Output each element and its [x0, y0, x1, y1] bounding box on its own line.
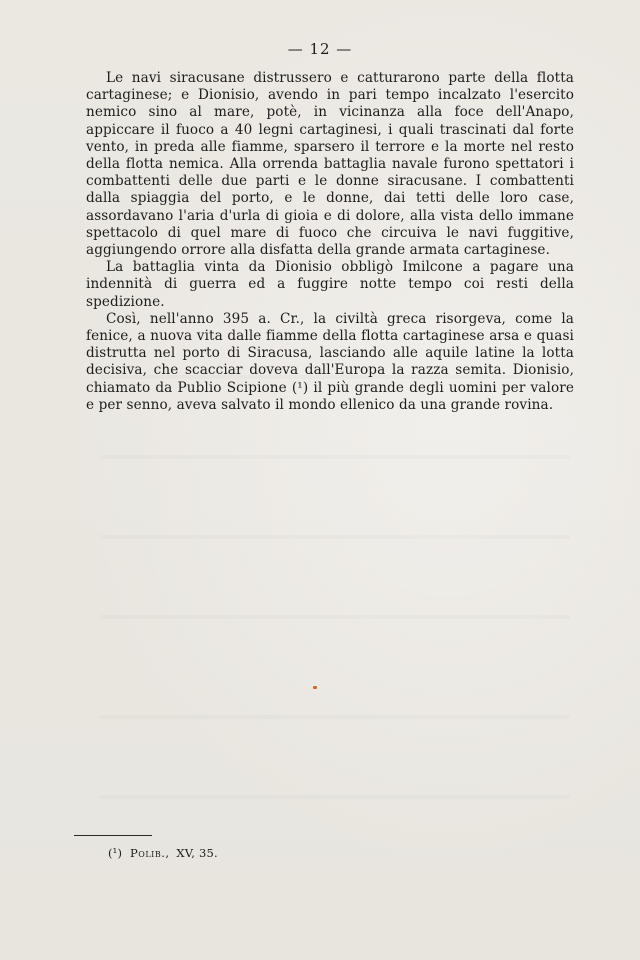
- footnote-reference: XV, 35.: [176, 846, 218, 860]
- page-number: — 12 —: [287, 40, 353, 58]
- footnote-rule: [74, 835, 152, 836]
- show-through-line: [100, 615, 570, 619]
- paragraph: La battaglia vinta da Dionisio obbligò Imilcone a pagare una indennità di guerra ed a fuggire notte tempo coi resti della spedizione.: [86, 259, 574, 310]
- show-through-line: [100, 535, 570, 539]
- ink-speck: [313, 686, 317, 689]
- paragraph: Così, nell'anno 395 a. Cr., la civiltà greca risorgeva, come la fenice, a nuova vita dalle fiamme della flotta cartaginese arsa e quasi distrutta nel porto di Siracusa, lasciando alle aquile latine la lotta decisiva, che scacciar doveva dall'Europa la razza semita. Dionisio, chiamato da Publio Scipione (¹) il più grande degli uomini per valore e per senno, aveva salvato il mondo ellenico da una grande rovina.: [86, 310, 574, 413]
- footnote-author: Polib.,: [130, 846, 170, 860]
- show-through-line: [100, 715, 570, 719]
- show-through-line: [100, 795, 570, 799]
- show-through-line: [100, 455, 570, 459]
- paragraph: Le navi siracusane distrussero e catturarono parte della flotta cartaginese; e Dionisio, avendo in pari tempo incalzato l'esercito nemico sino al mare, potè, in vicinanza alla foce dell'Anapo, appiccare il fuoco a 40 legni cartaginesi, i quali trascinati dal forte vento, in preda alle fiamme, sparsero il terrore e la morte nel resto della flotta nemica. Alla orrenda battaglia navale furono spettatori i combattenti delle due parti e le donne siracusane. I combattenti dalla spiaggia del porto, e le donne, dai tetti delle loro case, assordavano l'aria d'urla di gioia e di dolore, alla vista dello immane spettacolo di quel mare di fuoco che circuiva le navi fuggitive, aggiungendo orrore alla disfatta della grande armata cartaginese.: [86, 70, 574, 259]
- footnote-marker: (¹): [108, 846, 123, 860]
- footnote: [108, 846, 218, 860]
- body-text: [86, 70, 574, 414]
